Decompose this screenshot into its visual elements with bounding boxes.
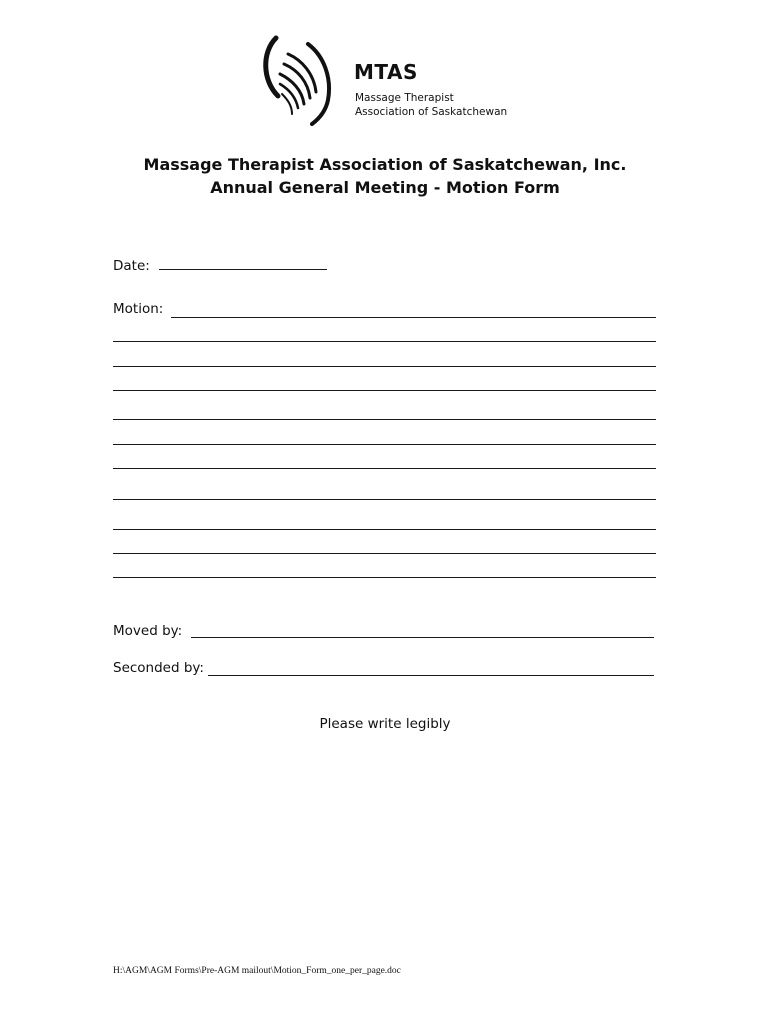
legibility-note: Please write legibly [319,716,451,732]
motion-field-line[interactable] [113,529,656,530]
logo-name-line2: Association of Saskatchewan [355,106,508,118]
moved-by-field-line[interactable] [191,637,654,638]
motion-label: Motion: [113,301,164,317]
logo-name-line1: Massage Therapist [355,92,454,104]
motion-field-line[interactable] [113,366,656,367]
motion-field-line[interactable] [113,577,656,578]
motion-field-line[interactable] [113,341,656,342]
seconded-by-field-line[interactable] [208,675,654,676]
logo-abbreviation: MTAS [354,60,418,84]
motion-field-line[interactable] [113,419,656,420]
date-field-line[interactable] [159,269,327,270]
moved-by-label: Moved by: [113,623,183,639]
motion-field-line[interactable] [113,390,656,391]
document-title: Massage Therapist Association of Saskatchewan, Inc. [143,155,627,174]
seconded-by-label: Seconded by: [113,660,204,676]
hands-logo-icon [258,34,340,126]
document-subtitle: Annual General Meeting - Motion Form [210,178,560,197]
motion-field-line[interactable] [171,317,656,318]
motion-field-line[interactable] [113,444,656,445]
date-label: Date: [113,258,150,274]
motion-field-line[interactable] [113,499,656,500]
motion-field-line[interactable] [113,553,656,554]
file-path-footer: H:\AGM\AGM Forms\Pre-AGM mailout\Motion_Form_one_per_page.doc [113,966,401,976]
motion-field-line[interactable] [113,468,656,469]
